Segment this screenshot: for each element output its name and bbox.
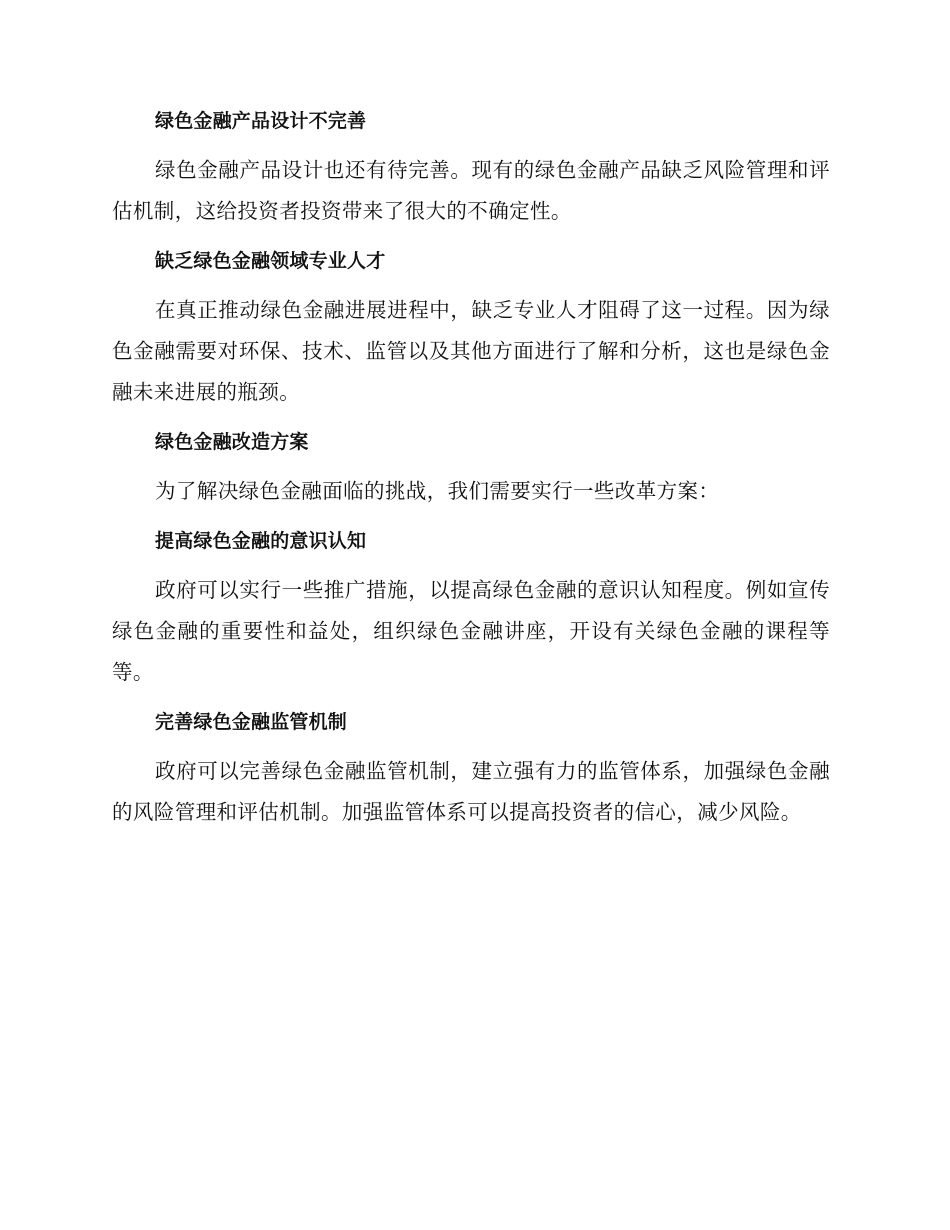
- section-heading: 缺乏绿色金融领域专业人才: [155, 250, 386, 272]
- section-heading: 提高绿色金融的意识认知: [155, 530, 367, 552]
- section-heading: 绿色金融改造方案: [155, 431, 309, 453]
- section-heading: 完善绿色金融监管机制: [155, 711, 348, 733]
- section-regulation: [112, 709, 830, 833]
- section-awareness: [112, 528, 830, 693]
- section-paragraph: 政府可以完善绿色金融监管机制，建立强有力的监管体系，加强绿色金融的风险管理和评估机制。加强监管体系可以提高投资者的信心，减少风险。: [112, 759, 830, 824]
- section-paragraph: 绿色金融产品设计也还有待完善。现有的绿色金融产品缺乏风险管理和评估机制，这给投资者投资带来了很大的不确定性。: [112, 158, 830, 223]
- section-product-design: [112, 108, 830, 232]
- section-talent-shortage: [112, 248, 830, 413]
- section-paragraph: 在真正推动绿色金融进展进程中，缺乏专业人才阻碍了这一过程。因为绿色金融需要对环保、技术、监管以及其他方面进行了解和分析，这也是绿色金融未来进展的瓶颈。: [112, 298, 830, 404]
- section-paragraph: 为了解决绿色金融面临的挑战，我们需要实行一些改革方案：: [155, 479, 720, 503]
- section-reform-plan: [112, 429, 830, 512]
- document-page: [112, 108, 830, 849]
- section-heading: 绿色金融产品设计不完善: [155, 110, 367, 132]
- section-paragraph: 政府可以实行一些推广措施，以提高绿色金融的意识认知程度。例如宣传绿色金融的重要性和益处，组织绿色金融讲座，开设有关绿色金融的课程等等。: [112, 578, 830, 684]
